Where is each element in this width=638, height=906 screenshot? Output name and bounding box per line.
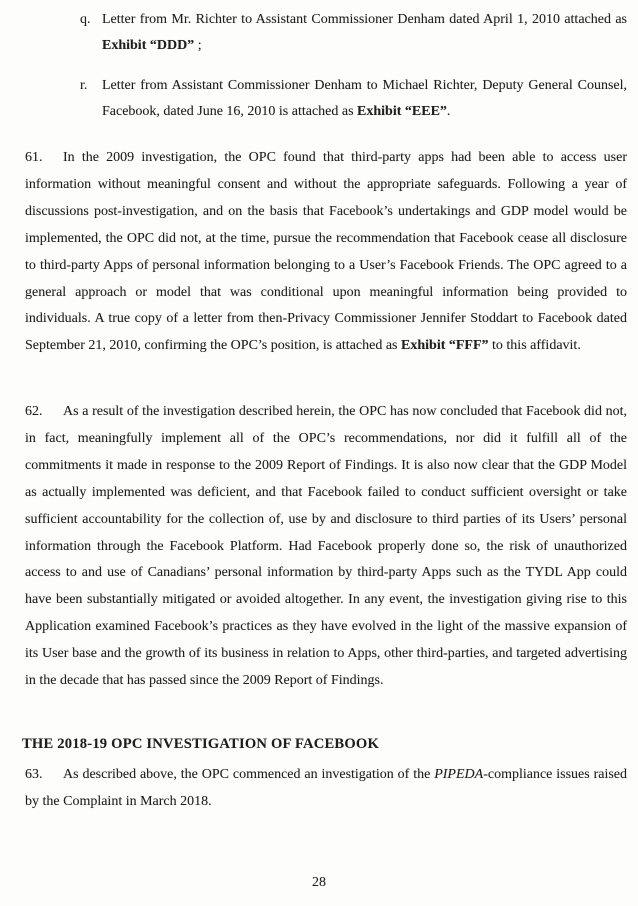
text-segment: ;	[194, 38, 202, 53]
paragraph-61	[25, 145, 627, 360]
paragraph-62	[25, 399, 627, 695]
text-segment: Letter from Assistant Commissioner Denham to Michael Richter, Deputy General Counsel, Facebook, dated June 16, 2010 is attached as	[102, 78, 627, 119]
statute-name: PIPEDA	[434, 767, 484, 782]
text-segment: to this affidavit.	[488, 338, 581, 354]
page-number: 28	[312, 875, 326, 890]
text-segment: In the 2009 investigation, the OPC found that third-party apps had been able to access user information without meaningful consent and without the appropriate safeguards. Following a year of discussions post-investigation, and on the basis that Facebook’s undertakings and GDP model would be implemented, the OPC did not, at the time, pursue the recommendation that Facebook cease all disclosure to third-party Apps of personal information belonging to a User’s Facebook Friends. The OPC agreed to a general approach or model that was conditional upon meaningful information being provided to individuals. A true copy of a letter from then-Privacy Commissioner Jennifer Stoddart to Facebook dated September 21, 2010, confirming the OPC’s position, is attached as	[25, 150, 627, 354]
exhibit-item-q	[80, 7, 627, 59]
text-segment: Letter from Mr. Richter to Assistant Commissioner Denham dated April 1, 2010 attached as	[102, 12, 627, 27]
exhibit-item-letter: q.	[80, 12, 91, 27]
paragraph-63	[25, 762, 627, 816]
text-segment: -compliance issues raised by the Complaint in March 2018.	[25, 767, 628, 809]
paragraph-number: 63.	[25, 767, 43, 782]
text-segment: As a result of the investigation described herein, the OPC has now concluded that Facebook did not, in fact, meaningfully implement all of the OPC’s recommendations, nor did it fulfill all of the commitments it made in response to the 2009 Report of Findings. It is also now clear that the GDP Model as actually implemented was deficient, and that Facebook failed to conduct sufficient oversight or take sufficient accountability for the collection of, use by and disclosure to third parties of its Users’ personal information through the Facebook Platform. Had Facebook properly done so, the risk of unauthorized access to and use of Canadians’ personal information by third-party Apps such as the TYDL App could have been substantially mitigated or avoided altogether. In any event, the investigation giving rise to this Application examined Facebook’s practices as they have evolved in the light of the massive expansion of its User base and the growth of its business in relation to Apps, other third-parties, and targeted advertising in the decade that has passed since the 2009 Report of Findings.	[25, 404, 627, 689]
text-segment: As described above, the OPC commenced an investigation of the	[63, 767, 435, 782]
section-heading: THE 2018-19 OPC INVESTIGATION OF FACEBOOK	[22, 736, 379, 752]
exhibit-item-r	[80, 73, 627, 125]
exhibit-reference: Exhibit “EEE”	[357, 104, 447, 119]
exhibit-reference: Exhibit “DDD”	[102, 38, 195, 53]
paragraph-number: 62.	[25, 404, 43, 419]
paragraph-number: 61.	[25, 150, 43, 165]
exhibit-item-letter: r.	[80, 78, 88, 93]
text-segment: .	[446, 104, 451, 119]
exhibit-reference: Exhibit “FFF”	[401, 338, 489, 354]
